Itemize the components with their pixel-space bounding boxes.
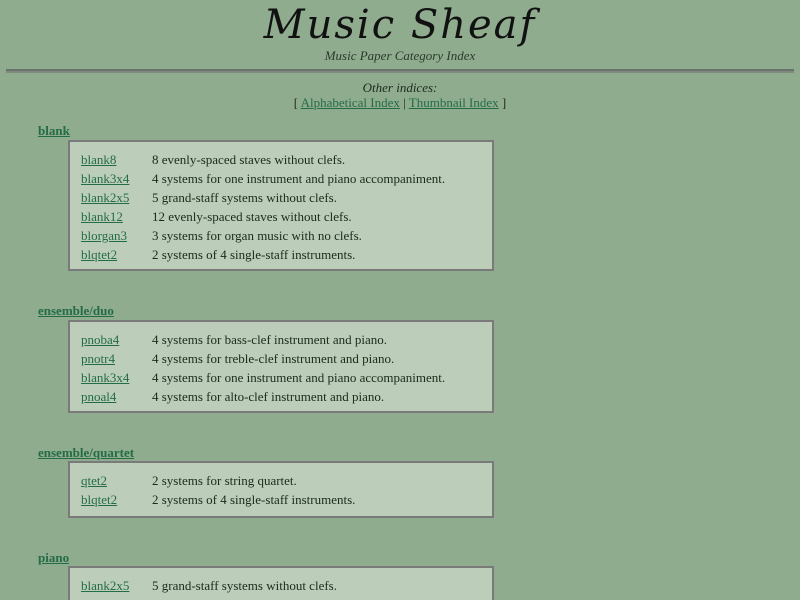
paper-link[interactable]: blank3x4 — [81, 370, 130, 385]
other-indices-links — [0, 95, 800, 111]
list-item — [81, 188, 492, 207]
paper-description: 2 systems for string quartet. — [152, 473, 297, 488]
paper-description: 2 systems of 4 single-staff instruments. — [152, 492, 356, 507]
category-heading-blank[interactable]: blank — [38, 123, 70, 138]
site-logo: Music Sheaf — [263, 2, 537, 48]
category-box-piano — [68, 566, 494, 600]
category-heading-ensemble-quartet[interactable]: ensemble/quartet — [38, 445, 135, 460]
list-item — [81, 576, 492, 595]
paper-link[interactable]: blank12 — [81, 209, 123, 224]
close-bracket: ] — [501, 95, 507, 110]
paper-description: 3 systems for organ music with no clefs. — [152, 228, 362, 243]
header-divider — [6, 69, 794, 73]
category-box-blank — [68, 140, 494, 271]
paper-description: 4 systems for bass-clef instrument and piano. — [152, 332, 388, 347]
category-heading-piano[interactable]: piano — [38, 550, 70, 565]
paper-link[interactable]: pnotr4 — [81, 351, 115, 366]
list-item — [81, 330, 492, 349]
paper-description: 4 systems for treble-clef instrument and piano. — [152, 351, 395, 366]
paper-description: 4 systems for one instrument and piano accompaniment. — [152, 171, 446, 186]
paper-link[interactable]: blqtet2 — [81, 247, 118, 262]
list-item — [81, 368, 492, 387]
list-item — [81, 150, 492, 169]
list-item — [81, 169, 492, 188]
paper-link[interactable]: blank2x5 — [81, 578, 130, 593]
thumbnail-index-link[interactable]: Thumbnail Index — [408, 95, 499, 110]
paper-link[interactable]: blank8 — [81, 152, 117, 167]
list-item — [81, 245, 492, 264]
paper-link[interactable]: pnoba4 — [81, 332, 120, 347]
list-item — [81, 471, 492, 490]
paper-link[interactable]: blqtet2 — [81, 492, 118, 507]
paper-description: 4 systems for alto-clef instrument and piano. — [152, 389, 385, 404]
alphabetical-index-link[interactable]: Alphabetical Index — [300, 95, 400, 110]
list-item — [81, 490, 492, 509]
list-item — [81, 387, 492, 406]
paper-link[interactable]: blorgan3 — [81, 228, 127, 243]
category-box-ensemble-quartet — [68, 461, 494, 518]
paper-description: 4 systems for one instrument and piano accompaniment. — [152, 370, 446, 385]
paper-link[interactable]: blank2x5 — [81, 190, 130, 205]
open-bracket: [ — [293, 95, 299, 110]
list-item — [81, 349, 492, 368]
link-separator: | — [403, 95, 406, 110]
paper-link[interactable]: qtet2 — [81, 473, 107, 488]
paper-description: 5 grand-staff systems without clefs. — [152, 190, 337, 205]
paper-description: 2 systems of 4 single-staff instruments. — [152, 247, 356, 262]
list-item — [81, 207, 492, 226]
paper-description: 8 evenly-spaced staves without clefs. — [152, 152, 346, 167]
category-heading-ensemble-duo[interactable]: ensemble/duo — [38, 303, 114, 318]
page-subtitle: Music Paper Category Index — [324, 48, 476, 63]
paper-description: 5 grand-staff systems without clefs. — [152, 578, 337, 593]
paper-description: 12 evenly-spaced staves without clefs. — [152, 209, 352, 224]
paper-link[interactable]: pnoal4 — [81, 389, 117, 404]
other-indices-label: Other indices: — [362, 80, 438, 95]
list-item — [81, 226, 492, 245]
category-box-ensemble-duo — [68, 320, 494, 413]
paper-link[interactable]: blank3x4 — [81, 171, 130, 186]
